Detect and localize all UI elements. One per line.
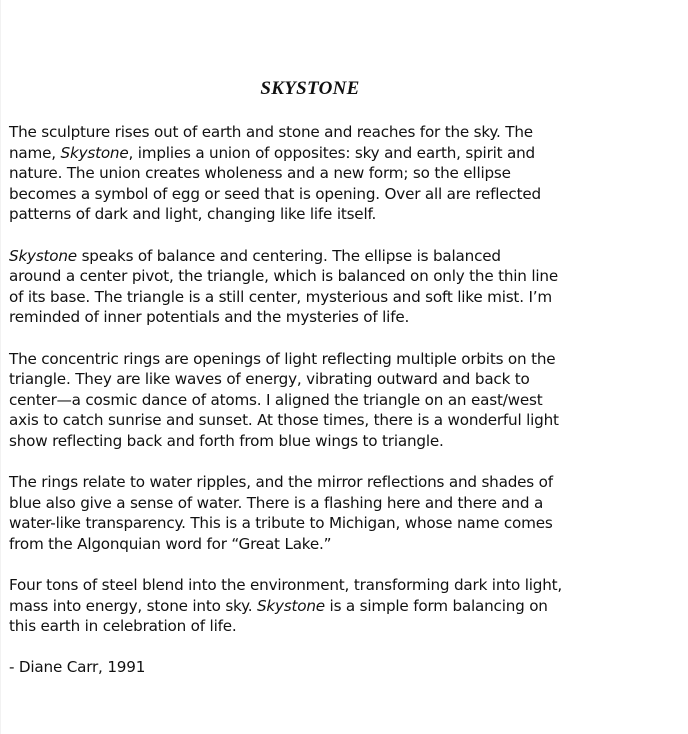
text-run: Four tons of steel blend into the environment, transforming dark into light, — [9, 576, 563, 595]
text-run: show reflecting back and forth from blue wings to triangle. — [9, 431, 444, 450]
text-line — [9, 616, 619, 637]
italic-title: Skystone — [9, 246, 77, 265]
text-run: reminded of inner potentials and the mysteries of life. — [9, 308, 410, 327]
text-run: center—a cosmic dance of atoms. I aligned the triangle on an east/west — [9, 390, 543, 409]
text-line — [9, 575, 619, 596]
text-line — [9, 596, 619, 617]
text-run: becomes a symbol of egg or seed that is opening. Over all are reflected — [9, 184, 541, 203]
text-line — [9, 287, 619, 308]
text-line — [9, 390, 619, 411]
text-run: The concentric rings are openings of light reflecting multiple orbits on the — [9, 349, 556, 368]
text-line — [9, 431, 619, 452]
text-line — [9, 410, 619, 431]
text-run: is a simple form balancing on — [324, 596, 548, 615]
text-line — [9, 266, 619, 287]
text-run: , implies a union of opposites: sky and earth, spirit and — [128, 143, 535, 162]
text-line — [9, 349, 619, 370]
scan-edge — [0, 0, 1, 734]
italic-title: Skystone — [60, 143, 129, 162]
text-line — [9, 184, 619, 205]
paragraph-3 — [9, 349, 619, 452]
text-run: of its base. The triangle is a still center, mysterious and soft like mist. I’m — [9, 287, 552, 306]
text-run: water-like transparency. This is a tribute to Michigan, whose name comes — [9, 514, 553, 533]
text-run: The sculpture rises out of earth and stone and reaches for the sky. The — [9, 123, 533, 141]
text-line — [9, 307, 619, 328]
document-title: SKYSTONE — [260, 78, 360, 99]
text-line — [9, 534, 619, 555]
text-run: this earth in celebration of life. — [9, 617, 237, 636]
text-run: speaks of balance and centering. The ellipse is balanced — [76, 246, 501, 265]
paragraph-5 — [9, 575, 619, 637]
text-line — [9, 493, 619, 514]
text-line — [9, 122, 619, 143]
signature: - Diane Carr, 1991 — [9, 658, 146, 677]
paragraph-2 — [9, 246, 619, 328]
italic-title: Skystone — [256, 596, 325, 615]
text-run: patterns of dark and light, changing like life itself. — [9, 205, 377, 224]
text-line — [9, 163, 619, 184]
text-line — [9, 472, 619, 493]
text-run: name, — [9, 143, 61, 162]
text-run: from the Algonquian word for “Great Lake.” — [9, 534, 332, 553]
paragraph-1 — [9, 122, 619, 225]
document-body — [9, 122, 619, 699]
text-run: The rings relate to water ripples, and the mirror reflections and shades of — [9, 473, 553, 492]
text-run: nature. The union creates wholeness and a new form; so the ellipse — [9, 164, 511, 183]
text-line — [9, 143, 619, 164]
text-run: blue also give a sense of water. There is a flashing here and there and a — [9, 493, 544, 512]
text-line — [9, 369, 619, 390]
text-line — [9, 246, 619, 267]
text-line — [9, 204, 619, 225]
text-line — [9, 513, 619, 534]
paragraph-4 — [9, 472, 619, 554]
text-run: triangle. They are like waves of energy, vibrating outward and back to — [9, 370, 530, 389]
text-run: axis to catch sunrise and sunset. At those times, there is a wonderful light — [9, 411, 559, 430]
text-run: mass into energy, stone into sky. — [9, 596, 257, 615]
text-run: around a center pivot, the triangle, which is balanced on only the thin line — [9, 267, 558, 286]
